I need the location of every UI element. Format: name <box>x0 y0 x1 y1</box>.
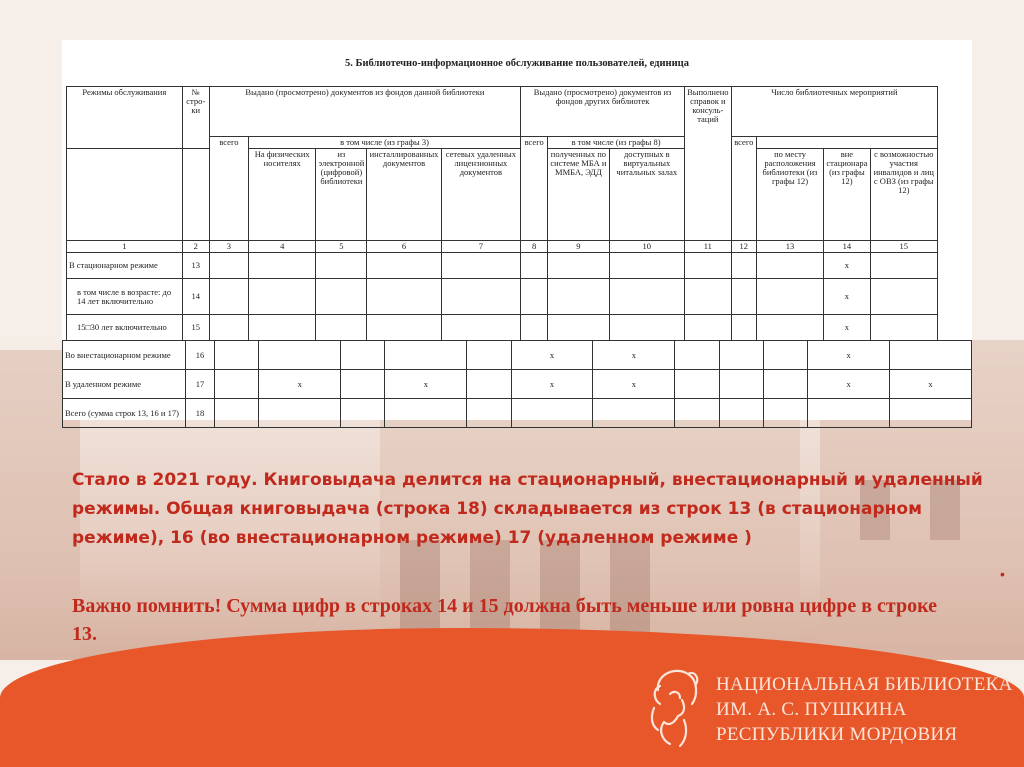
cell-mark <box>511 399 593 428</box>
form-title: 5. Библиотечно-информационное обслуживание пользователей, единица <box>345 58 689 69</box>
scanned-form <box>62 40 972 420</box>
table-row <box>67 253 938 279</box>
header-col-5: из электронной (цифровой) библиотеки <box>316 149 367 241</box>
header-total-8: всего <box>521 137 548 241</box>
cell-mark: х <box>808 341 890 370</box>
cell-mark: х <box>511 370 593 399</box>
table-row <box>63 341 972 370</box>
row-label: В стационарном режиме <box>67 253 183 279</box>
header-total: всего <box>209 137 248 241</box>
cell-mark: х <box>824 253 870 279</box>
cell-mark <box>719 370 763 399</box>
col-num: 7 <box>441 241 520 253</box>
row-label: 15□30 лет включительно <box>67 315 183 341</box>
cell-mark <box>341 399 385 428</box>
cell-mark <box>467 341 511 370</box>
header-col-15: с возможностью участия инвалидов и лиц с ОВЗ (из графы 12) <box>870 149 937 241</box>
cell-mark: х <box>593 370 675 399</box>
pushkin-portrait-logo-icon <box>640 660 708 748</box>
col-num: 6 <box>367 241 441 253</box>
table-row <box>63 370 972 399</box>
col-num: 14 <box>824 241 870 253</box>
cell-mark <box>385 341 467 370</box>
row-number: 14 <box>182 279 209 315</box>
statistics-table-lower <box>62 340 972 428</box>
cell-mark <box>215 341 259 370</box>
cell-mark <box>341 341 385 370</box>
brand-line-3: РЕСПУБЛИКИ МОРДОВИЯ <box>716 724 958 745</box>
header-issued-own: Выдано (просмотрено) документов из фондов данной библиотеки <box>209 87 520 137</box>
header-col-4: На физических носителях <box>249 149 316 241</box>
cell-mark <box>675 370 719 399</box>
header-events: Число библиотечных мероприятий <box>731 87 937 137</box>
col-num: 5 <box>316 241 367 253</box>
header-col-13: по месту расположения библиотеки (из графы 12) <box>756 149 823 241</box>
col-num: 10 <box>609 241 684 253</box>
header-col-6: инсталлированных документов <box>367 149 441 241</box>
col-num: 12 <box>731 241 756 253</box>
cell-mark <box>259 399 341 428</box>
row-number: 13 <box>182 253 209 279</box>
col-num: 2 <box>182 241 209 253</box>
cell-mark: х <box>824 279 870 315</box>
col-num: 13 <box>756 241 823 253</box>
header-total-12: всего <box>731 137 756 241</box>
row-number: 17 <box>186 370 215 399</box>
header-col-14: вне стационара (из графы 12) <box>824 149 870 241</box>
cell-mark <box>215 399 259 428</box>
cell-mark <box>763 341 807 370</box>
table-row <box>67 315 938 341</box>
header-incl-3: в том числе (из графы 3) <box>249 137 521 149</box>
row-number: 15 <box>182 315 209 341</box>
header-col-9: полученных по системе МБА и ММБА, ЭДД <box>548 149 609 241</box>
cell-mark: х <box>385 370 467 399</box>
header-modes: Режимы обслуживания <box>67 87 183 149</box>
col-num: 1 <box>67 241 183 253</box>
col-num: 3 <box>209 241 248 253</box>
cell-mark <box>593 399 675 428</box>
decorative-dot: • <box>1000 566 1005 582</box>
col-num: 9 <box>548 241 609 253</box>
cell-mark <box>467 399 511 428</box>
cell-mark <box>719 341 763 370</box>
cell-mark <box>385 399 467 428</box>
row-number: 16 <box>186 341 215 370</box>
cell-mark <box>808 399 890 428</box>
header-incl-8: в том числе (из графы 8) <box>548 137 685 149</box>
cell-mark <box>675 341 719 370</box>
brand-line-1: НАЦИОНАЛЬНАЯ БИБЛИОТЕКА <box>716 674 1013 695</box>
col-num: 15 <box>870 241 937 253</box>
cell-mark <box>215 370 259 399</box>
cell-mark <box>675 399 719 428</box>
col-num: 11 <box>685 241 732 253</box>
cell-mark <box>467 370 511 399</box>
cell-mark: х <box>511 341 593 370</box>
row-label: Всего (сумма строк 13, 16 и 17) <box>63 399 186 428</box>
col-num: 4 <box>249 241 316 253</box>
important-note: Важно помнить! Сумма цифр в строках 14 и 15 должна быть меньше или ровна цифре в строке 13. <box>72 595 937 645</box>
brand-line-2: ИМ. А. С. ПУШКИНА <box>716 699 907 720</box>
table-row <box>63 399 972 428</box>
description-main: Стало в 2021 году. Книговыдача делится на стационарный, внестационарный и удаленный режимы. Общая книговыдача (строка 18) складывается из строк 13 (в стационарном режиме), 16 (во внестационарном режиме) 17 (удаленном режиме ) <box>72 470 983 548</box>
row-label: в том числе в возрасте: до 14 лет включительно <box>67 279 183 315</box>
cell-mark: х <box>808 370 890 399</box>
cell-mark <box>890 399 972 428</box>
header-col-10: доступных в виртуальных читальных залах <box>609 149 684 241</box>
row-label: В удаленном режиме <box>63 370 186 399</box>
row-number: 18 <box>186 399 215 428</box>
column-number-row <box>67 241 938 253</box>
cell-mark: х <box>259 370 341 399</box>
col-num: 8 <box>521 241 548 253</box>
cell-mark: х <box>593 341 675 370</box>
cell-mark: х <box>890 370 972 399</box>
header-row-no: № стро-ки <box>182 87 209 149</box>
cell-mark <box>763 399 807 428</box>
cell-mark <box>890 341 972 370</box>
cell-mark: х <box>824 315 870 341</box>
header-col-7: сетевых удаленных лицензионных документов <box>441 149 520 241</box>
header-references: Выполнено справок и консуль-таций <box>685 87 732 241</box>
cell-mark <box>341 370 385 399</box>
cell-mark <box>259 341 341 370</box>
row-label: Во внестационарном режиме <box>63 341 186 370</box>
library-brand-name <box>716 672 1013 747</box>
statistics-table <box>66 86 938 341</box>
cell-mark <box>763 370 807 399</box>
description-text <box>72 466 992 553</box>
table-row <box>67 279 938 315</box>
cell-mark <box>719 399 763 428</box>
header-issued-other: Выдано (просмотрено) документов из фондов других библиотек <box>521 87 685 137</box>
